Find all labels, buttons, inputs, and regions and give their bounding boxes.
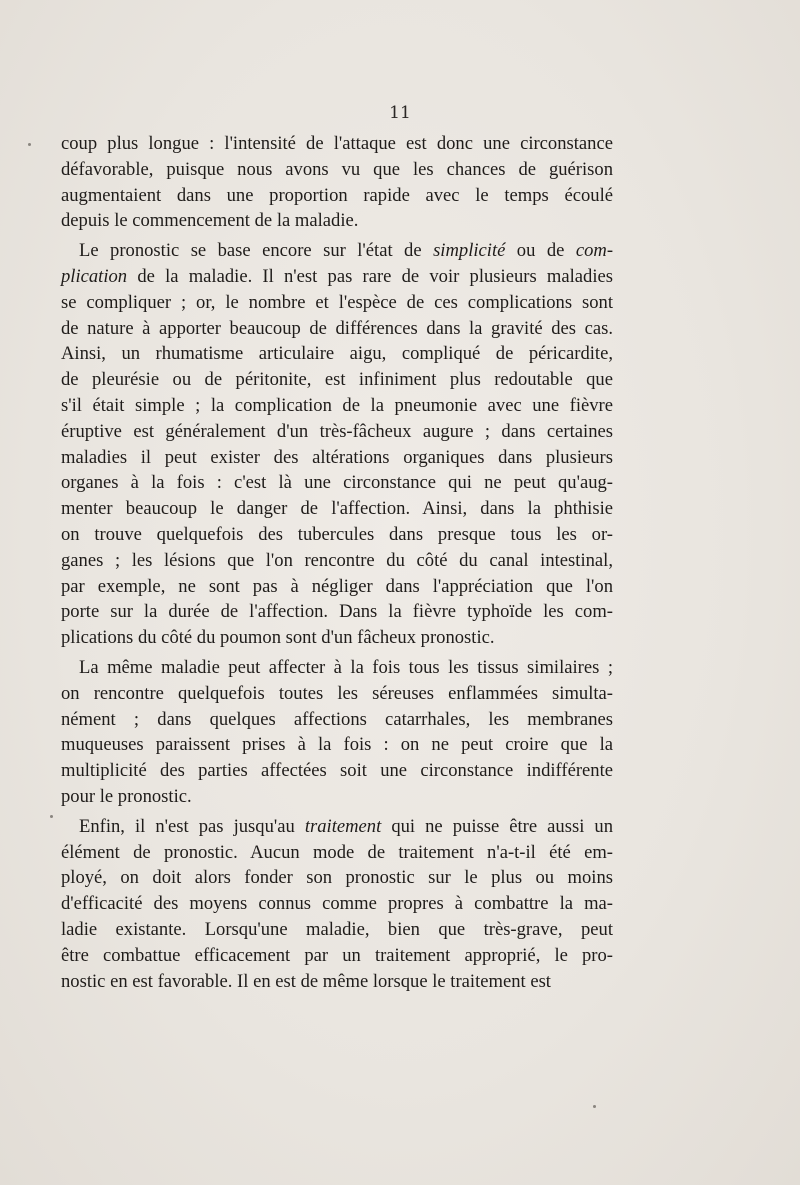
text-line: La même maladie peut affecter à la fois tous les tissus similaires ; bbox=[79, 656, 613, 678]
text-line: on rencontre quelquefois toutes les séreuses enflammées simulta- bbox=[61, 682, 613, 704]
text-line: ladie existante. Lorsqu'une maladie, bien que très-grave, peut bbox=[61, 918, 613, 940]
page-number: 11 bbox=[389, 103, 411, 123]
text-line: pour le pronostic. bbox=[61, 785, 192, 807]
paragraph bbox=[61, 131, 613, 238]
text-line: augmentaient dans une proportion rapide avec le temps écoulé bbox=[61, 184, 613, 206]
text-line: d'efficacité des moyens connus comme propres à combattre la ma- bbox=[61, 893, 613, 915]
text-line: éruptive est généralement d'un très-fâcheux augure ; dans certaines bbox=[61, 420, 613, 442]
text-line: par exemple, ne sont pas à négliger dans l'appréciation que l'on bbox=[61, 575, 613, 597]
paragraph bbox=[61, 655, 613, 814]
text-line: être combattue efficacement par un traitement approprié, le pro- bbox=[61, 944, 613, 966]
italic-term: traitement bbox=[304, 815, 382, 837]
text-line: de pleurésie ou de péritonite, est infiniment plus redoutable que bbox=[61, 369, 613, 391]
paragraph bbox=[61, 238, 613, 655]
text-line: maladies il peut exister des altérations organiques dans plusieurs bbox=[61, 446, 613, 468]
text-run: Le pronostic se base encore sur l'état de bbox=[79, 240, 434, 262]
text-run: ou de bbox=[505, 240, 576, 262]
text-line: muqueuses paraissent prises à la fois : on ne peut croire que la bbox=[61, 734, 613, 756]
body-text bbox=[61, 131, 613, 994]
italic-term: simplicité bbox=[433, 240, 506, 262]
text-run: Enfin, il n'est pas jusqu'au bbox=[79, 815, 305, 837]
italic-term: com- bbox=[575, 240, 614, 262]
text-line: coup plus longue : l'intensité de l'attaque est donc une circonstance bbox=[61, 133, 613, 154]
paragraph bbox=[61, 814, 613, 995]
text-line: organes à la fois : c'est là une circonstance qui ne peut qu'aug- bbox=[61, 472, 613, 494]
text-line: plications du côté du poumon sont d'un fâcheux pronostic. bbox=[61, 627, 495, 649]
text-line: menter beaucoup le danger de l'affection. Ainsi, dans la phthisie bbox=[61, 498, 613, 520]
text-line: depuis le commencement de la maladie. bbox=[61, 210, 359, 232]
text-line bbox=[61, 814, 613, 840]
text-line: Ainsi, un rhumatisme articulaire aigu, compliqué de péricardite, bbox=[61, 343, 613, 365]
text-run: de la maladie. Il n'est pas rare de voir plusieurs maladies bbox=[127, 265, 613, 287]
text-line: défavorable, puisque nous avons vu que les chances de guérison bbox=[61, 158, 613, 180]
text-line: nostic en est favorable. Il en est de même lorsque le traitement est bbox=[61, 970, 551, 992]
text-line: s'il était simple ; la complication de la pneumonie avec une fièvre bbox=[61, 394, 613, 416]
paper-speck bbox=[593, 1105, 596, 1108]
text-line: ployé, on doit alors fonder son pronostic sur le plus ou moins bbox=[61, 867, 613, 889]
text-line bbox=[61, 264, 613, 290]
italic-term: plication bbox=[61, 265, 128, 287]
text-line: on trouve quelquefois des tubercules dans presque tous les or- bbox=[61, 523, 613, 545]
paper-speck bbox=[28, 143, 31, 146]
text-line: se compliquer ; or, le nombre et l'espèce de ces complications sont bbox=[61, 291, 613, 313]
text-line: multiplicité des parties affectées soit une circonstance indifférente bbox=[61, 760, 613, 782]
text-line: nément ; dans quelques affections catarrhales, les membranes bbox=[61, 708, 613, 730]
text-line: élément de pronostic. Aucun mode de traitement n'a-t-il été em- bbox=[61, 841, 613, 863]
text-line: porte sur la durée de l'affection. Dans la fièvre typhoïde les com- bbox=[61, 601, 613, 623]
text-line bbox=[61, 238, 613, 264]
paper-speck bbox=[50, 815, 53, 818]
text-line: ganes ; les lésions que l'on rencontre du côté du canal intestinal, bbox=[61, 549, 613, 571]
text-run: qui ne puisse être aussi un bbox=[381, 815, 613, 837]
text-line: de nature à apporter beaucoup de différences dans la gravité des cas. bbox=[61, 317, 613, 339]
